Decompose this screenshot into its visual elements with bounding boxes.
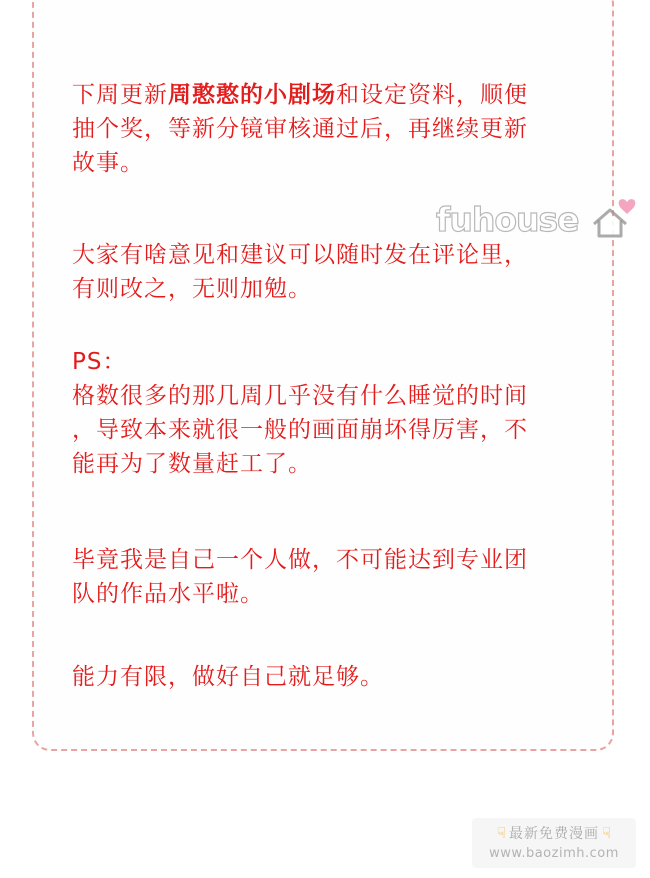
update-lead-text: 下周更新: [72, 82, 168, 108]
paragraph-feedback: [72, 238, 592, 306]
paragraph-update-notice: [72, 78, 592, 180]
highlight-title: 周憨憨的小剧场: [168, 82, 336, 108]
solo-work-text: 毕竟我是自己一个人做，不可能达到专业团 队的作品水平啦。: [72, 547, 528, 607]
badge-title-row: [478, 823, 630, 843]
closing-text: 能力有限，做好自己就足够。: [72, 664, 384, 690]
badge-title: 最新免费漫画: [509, 826, 599, 842]
ps-heading: PS：: [72, 349, 127, 375]
footer-badge[interactable]: [472, 818, 636, 868]
ps-body: 格数很多的那几周几乎没有什么睡觉的时间 ，导致本来就很一般的画面崩坏得厉害，不 能再为了数量赶工了。: [72, 383, 528, 477]
paragraph-ps: [72, 345, 592, 481]
pointing-hand-icon: ☟: [496, 824, 506, 842]
feedback-text: 大家有啥意见和建议可以随时发在评论里， 有则改之，无则加勉。: [72, 242, 528, 302]
paragraph-closing: [72, 660, 592, 694]
badge-url[interactable]: www.baozimh.com: [489, 846, 619, 861]
house-heart-icon: [590, 196, 638, 240]
watermark-text: fuhouse: [436, 200, 579, 239]
pointing-hand-icon: ☟: [602, 824, 612, 842]
update-rest-text: 和设定资料，顺便 抽个奖，等新分镜审核通过后，再继续更新 故事。: [72, 82, 528, 176]
paragraph-solo-work: [72, 543, 592, 611]
